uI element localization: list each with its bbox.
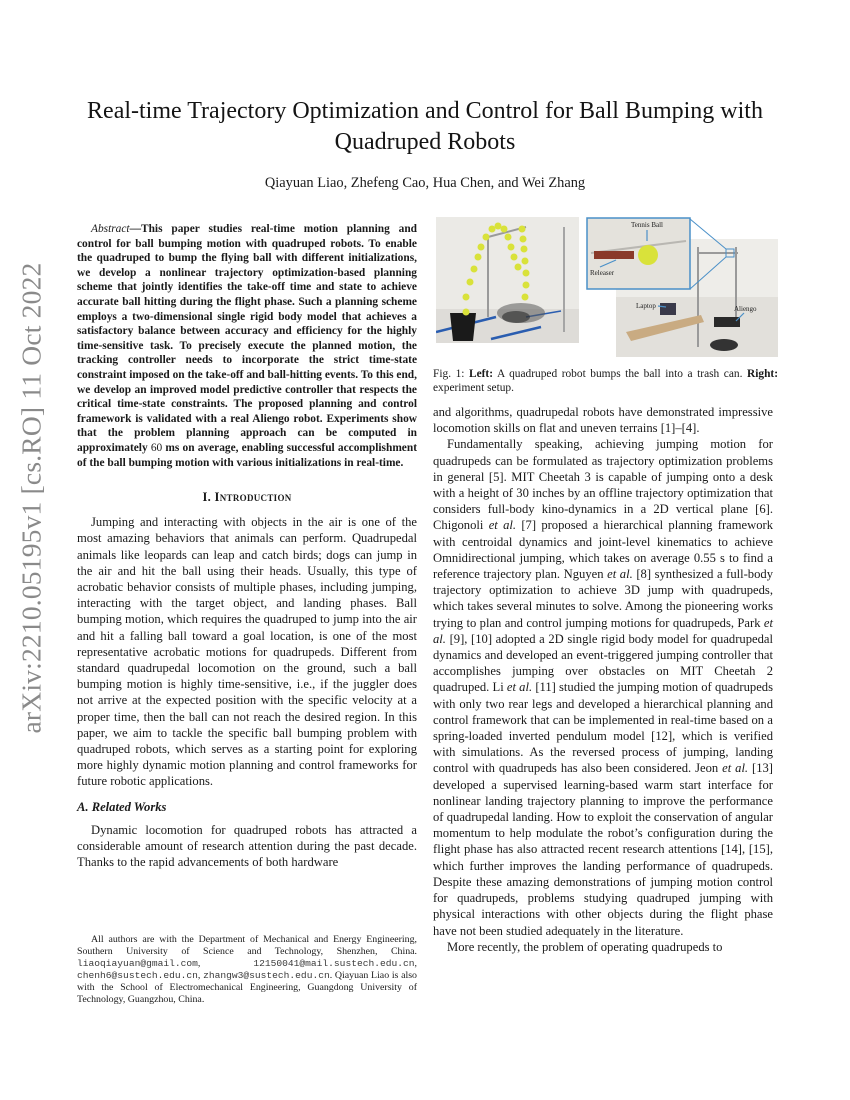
title-line-2: Quadruped Robots — [334, 129, 516, 155]
figure-right-photo — [586, 217, 778, 357]
label-tennis-ball: Tennis Ball — [631, 221, 663, 229]
figure-1 — [436, 217, 778, 357]
email-link[interactable]: zhangw3@sustech.edu.cn — [203, 970, 330, 982]
left-column — [77, 222, 417, 870]
figure-left-photo — [436, 217, 579, 343]
arxiv-stamp — [8, 262, 54, 734]
jumping-literature-paragraph: Fundamentally speaking, achieving jumping motion for quadrupeds can be formulated as trajectory optimization problems in general [5]. MIT Cheetah 3 is capable of jumping onto a desk with a height of 30 inches by an offline trajectory optimization that considers full-body kino-dynamics in a 2D vertical plane [6]. Chigonoli et al. [7] proposed a hierarchical planning framework with centroidal dynamics and joint-level kinematics to achieve Omnidirectional jumping, which takes on average 0.55 s to find a reference trajectory plan. Nguyen et al. [8] synthesized a full-body trajectory optimization to achieve 3D jump with quadrupeds, which takes several minutes to solve. Among the pioneering works trying to plan and control jumping motions for quadrupeds, Park et al. [9], [10] adopted a 2D single rigid body model for quadrupedal dynamics and developed an event-triggered jumping controller that accomplishes jumping over obstacles on MIT Cheetah 2 quadruped. Li et al. [11] studied the jumping motion of quadrupeds with only two rear legs and developed a hierarchical planning and control framework that can be implemented in real-time based on a spring-loaded inverted pendulum model [12], which is verified with simulations. As the reversed process of jumping, landing control with quadrupeds has also been considered. Jeon et al. [13] developed a supervised learning-based warm start interface for nonlinear landing trajectory planning to improve the performance of quadrupedal landing. How to exploit the conservation of angular momentum to help modulate the robot’s configuration during the flight phase has also attracted recent research attentions [14], [15], which further improves the landing performance of quadrupeds. Despite these amazing demonstrations of jumping motion control for quadrupeds, problems studying quadruped jumping with physical interactions with other objects during the flight phase have not been studied adequately in the literature. — [433, 437, 774, 938]
related-works-paragraph: Dynamic locomotion for quadruped robots has attracted a considerable amount of research attention during the past decade. Thanks to the rapid advancements of both hardware — [77, 822, 417, 869]
section-heading-introduction: I. Introduction — [202, 490, 292, 505]
abstract-text: Abstract—This paper studies real-time motion planning and control for ball bumping motion with quadruped robots. To enable the quadruped to bump the flying ball with different initializations, we develop a nonlinear trajectory optimization-based planning scheme that jointly identifies the take-off time and state to achieve accurate ball hitting during the flight phase. Such a planning scheme employs a two-dimensional single rigid body model that achieves a satisfactory balance between accuracy and efficiency for the highly time-sensitive task. To precisely execute the planned motion, the tracking controller needs to incorporate the strict time-state constraint imposed on the take-off and ball-hitting events. To this end, we develop an improved model predictive controller that respects the critical time-state constraints. The proposed planning and control framework is validated with a real Aliengo robot. Experiments show that the problem planning approach can be computed in approximately 60 ms on average, enabling successful accomplishment of the ball bumping motion with various initializations in real-time. — [77, 223, 417, 469]
recent-work-paragraph: More recently, the problem of operating quadrupeds to — [447, 939, 723, 954]
footnote-text: All authors are with the Department of Mechanical and Energy Engineering, Southern University of Science and Technology, Shenzhen, China. liaoqiayuan@gmail.com, 12150041@mail.sustech.edu.cn, chenh6@sustech.edu.cn, zhangw3@sustech.edu.cn. Qiayuan Liao is also with the School of Electromechanical Engineering, Guangdong University of Technology, Guangzhou, China. — [77, 934, 417, 1006]
arxiv-id: arXiv:2210.05195v1 [cs.RO] 11 Oct 2022 — [15, 262, 46, 734]
label-laptop: Laptop — [636, 302, 656, 310]
email-link[interactable]: liaoqiayuan@gmail.com — [77, 958, 198, 970]
abstract-timing-value: 60 — [150, 441, 163, 454]
affiliation-footnote — [77, 934, 417, 1007]
caption-text: Fig. 1: Left: A quadruped robot bumps the ball into a trash can. Right: experiment setup. — [433, 368, 778, 395]
figure-1-caption — [433, 367, 778, 395]
ball-bumping-photo-illustration — [436, 217, 579, 343]
subsection-heading-related-works: A. Related Works — [77, 799, 167, 814]
label-releaser: Releaser — [590, 269, 615, 277]
experiment-setup-illustration — [586, 217, 778, 357]
email-link[interactable]: 12150041@mail.sustech.edu.cn — [253, 958, 415, 970]
label-aliengo: Aliengo — [734, 305, 757, 313]
abstract-label: Abstract — [91, 223, 130, 235]
email-link[interactable]: chenh6@sustech.edu.cn — [77, 970, 198, 982]
author-list: Qiayuan Liao, Zhefeng Cao, Hua Chen, and Wei Zhang — [264, 175, 586, 191]
related-works-continued: and algorithms, quadrupedal robots have demonstrated impressive locomotion skills on flat and uneven terrains [1]–[4]. — [433, 405, 773, 436]
paper-title — [80, 96, 770, 158]
abstract — [77, 222, 417, 470]
intro-paragraph: Jumping and interacting with objects in the air is one of the most amazing behaviors that animals can perform. Quadrupedal animals like leopards can leap and catch birds; dogs can jump in the air and hit the ball using their heads. Usually, this type of acrobatic behavior consists of multiple phases, including jumping, interacting with the target object, and landing phases. Ball bumping motion, which requires the quadruped to jump into the air and hit a falling ball toward a goal location, is one of the most representative acrobatic motions for quadrupeds. Different from standard quadrupedal locomotion on the ground, such a ball bumping motion is highly time-sensitive, i.e., if the juggler does not arrive at the expected position with the specific velocity at a proper time, then the ball can not reach the desired region. In this paper, we aim to tackle the specific ball bumping problem with quadruped robots, which serves as a starting point for exploring more highly dynamic motion planning and control frameworks for future robotic applications. — [77, 515, 417, 789]
title-line-1: Real-time Trajectory Optimization and Control for Ball Bumping with — [87, 98, 763, 124]
right-column — [433, 404, 773, 955]
